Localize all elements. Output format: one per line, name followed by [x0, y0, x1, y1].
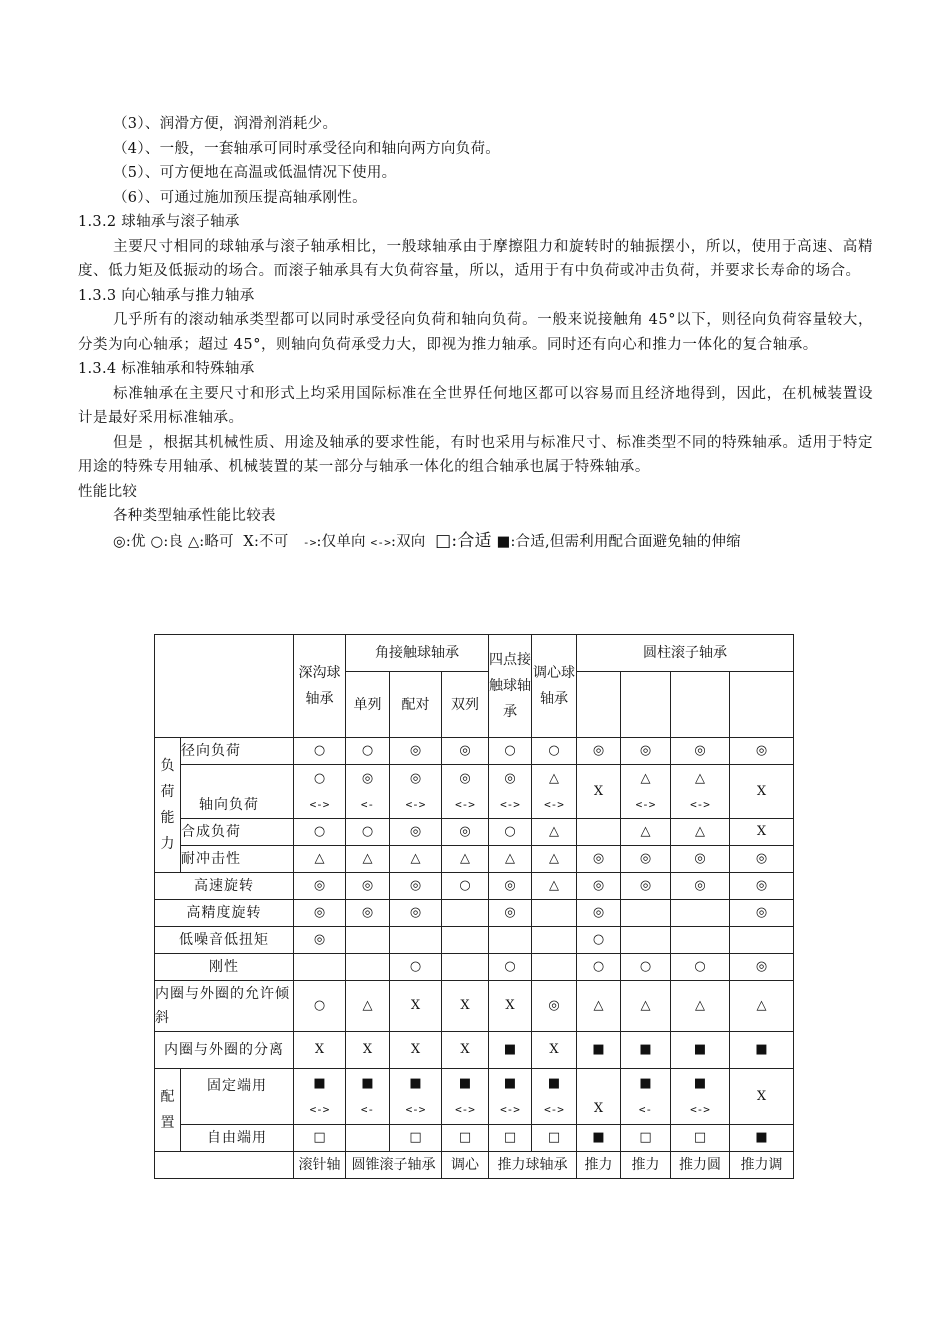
table-cell [390, 1069, 442, 1125]
cell-symbol: ■ [409, 1075, 422, 1091]
table-cell: ◎ [577, 900, 621, 927]
section-heading: 1.3.3 向心轴承与推力轴承 [78, 287, 255, 304]
list-item: （5）、可方便地在高温或低温情况下使用。 [113, 165, 397, 181]
table-cell: △ [671, 981, 730, 1032]
list-item: （3）、润滑方便，润滑剂消耗少。 [113, 116, 338, 132]
table-cell: △ [346, 981, 390, 1032]
table-cell: △ [532, 873, 577, 900]
legend-symbol-suitable: □ [435, 530, 452, 551]
row-label: 低噪音低扭矩 [155, 927, 294, 954]
table-row [155, 927, 794, 954]
table-cell [442, 765, 489, 819]
table-cell: ◎ [390, 819, 442, 846]
table-cell: △ [621, 981, 671, 1032]
cell-symbol: ■ [639, 1075, 652, 1091]
table-cell [346, 1069, 390, 1125]
table-cell [671, 900, 730, 927]
legend [78, 529, 873, 556]
table-cell: ◎ [730, 954, 794, 981]
table-cell [442, 927, 489, 954]
document-page [78, 112, 873, 555]
table-cell: ◎ [577, 738, 621, 765]
footer-thrust-2: 推力 [621, 1152, 671, 1179]
table-cell: ○ [621, 954, 671, 981]
legend-text: :合适,但需利用配合面避免轴的伸缩 [510, 533, 741, 550]
paragraph: 标准轴承在主要尺寸和形式上均采用国际标准在全世界任何地区都可以容易而且经济地得到，因此，在机械装置设计是最好采用标准轴承。 [78, 385, 873, 426]
header-cylindrical-roller: 圆柱滚子轴承 [577, 635, 794, 672]
table-cell: □ [532, 1125, 577, 1152]
table-cell [532, 765, 577, 819]
cell-symbol: ◎ [504, 770, 516, 786]
table-row [155, 1069, 794, 1125]
footer-self-aligning: 调心 [442, 1152, 489, 1179]
table-cell: X [730, 1069, 794, 1125]
cell-symbol: ■ [547, 1075, 561, 1091]
table-cell: ◎ [294, 927, 346, 954]
table-cell [621, 1069, 671, 1125]
table-cell [489, 927, 532, 954]
table-cell: □ [489, 1125, 532, 1152]
table-cell: ■ [621, 1032, 671, 1069]
table-cell [294, 765, 346, 819]
table-cell: X [730, 819, 794, 846]
header-paired: 配对 [390, 672, 442, 738]
table-cell: ◎ [532, 981, 577, 1032]
table-cell: ◎ [577, 846, 621, 873]
direction-indicator: <- [360, 797, 375, 811]
table-cell [489, 765, 532, 819]
footer-thrust-cyl: 推力圆 [671, 1152, 730, 1179]
legend-symbol-excellent: ◎ [113, 533, 126, 550]
direction-indicator: <-> [455, 1102, 475, 1116]
table-cell [346, 1125, 390, 1152]
header-single-row: 单列 [346, 672, 390, 738]
legend-text: :优 [125, 533, 146, 550]
row-label: 高精度旋转 [155, 900, 294, 927]
cell-symbol: ■ [313, 1075, 326, 1091]
footer-thrust-sa: 推力调 [730, 1152, 794, 1179]
row-label: 自由端用 [181, 1125, 294, 1152]
legend-symbol-fair: △ [187, 533, 200, 550]
table-cell: ■ [730, 1032, 794, 1069]
list-item: （6）、可通过施加预压提高轴承刚性。 [113, 189, 367, 206]
table-cell [442, 1069, 489, 1125]
cell-symbol: ■ [503, 1075, 517, 1091]
direction-indicator: <-> [690, 1102, 710, 1116]
table-cell: ○ [390, 954, 442, 981]
table-cell: ◎ [730, 900, 794, 927]
table-cell: X [442, 1032, 489, 1069]
legend-symbol-good: ○ [150, 533, 164, 550]
table-cell [671, 765, 730, 819]
paragraph: 几乎所有的滚动轴承类型都可以同时承受径向负荷和轴向负荷。一般来说接触角 45°以下，则径向负荷容量较大，分类为向心轴承；超过 45°，则轴向负荷承受力大，即视为推力轴承。同时还有向心和推力一体化的复合轴承。 [78, 312, 873, 353]
direction-indicator: <-> [500, 1102, 520, 1116]
table-cell: ○ [489, 954, 532, 981]
table-row [155, 873, 794, 900]
table-cell: ○ [577, 954, 621, 981]
row-label: 轴向负荷 [181, 765, 294, 819]
table-cell [442, 954, 489, 981]
legend-symbol-no: X [243, 533, 254, 550]
table-cell [489, 1069, 532, 1125]
table-cell: △ [532, 819, 577, 846]
table-cell: ■ [577, 1125, 621, 1152]
table-cell: △ [390, 846, 442, 873]
table-cell [621, 900, 671, 927]
table-cell: ◎ [294, 900, 346, 927]
bearing-comparison-table [154, 634, 794, 1179]
direction-indicator: <-> [544, 1102, 564, 1116]
footer-tapered: 圆锥滚子轴承 [346, 1152, 442, 1179]
section-heading: 1.3.2 球轴承与滚子轴承 [78, 214, 240, 230]
table-cell: ◎ [390, 900, 442, 927]
table-cell: ◎ [346, 900, 390, 927]
row-label: 径向负荷 [181, 738, 294, 765]
direction-indicator: <-> [500, 797, 520, 811]
table-cell: ○ [489, 819, 532, 846]
group-label-text: 配置 [160, 1089, 175, 1131]
direction-indicator: <-> [405, 1102, 426, 1116]
table-cell: X [577, 765, 621, 819]
cell-symbol: △ [640, 770, 651, 786]
table-cell: ◎ [390, 873, 442, 900]
table-row [155, 819, 794, 846]
table-cell [294, 954, 346, 981]
table-cell: ◎ [730, 738, 794, 765]
table-cell [671, 1069, 730, 1125]
direction-indicator: <-> [455, 797, 475, 811]
table-cell: ◎ [621, 846, 671, 873]
table-cell: ○ [294, 819, 346, 846]
cell-symbol: ■ [693, 1075, 707, 1091]
cell-symbol: △ [549, 770, 559, 786]
table-row [155, 738, 794, 765]
table-cell: ○ [489, 738, 532, 765]
table-cell: X [577, 1069, 621, 1125]
paragraph: 主要尺寸相同的球轴承与滚子轴承相比，一般球轴承由于摩擦阻力和旋转时的轴振摆小，所以，使用于高速、高精度、低力矩及低振动的场合。而滚子轴承具有大负荷容量，所以，适用于有中负荷或冲击负荷，并要求长寿命的场合。 [78, 238, 873, 279]
legend-symbol-two-way: <-> [370, 535, 392, 549]
table-cell: ◎ [577, 873, 621, 900]
table-cell: △ [489, 846, 532, 873]
table-cell: △ [532, 846, 577, 873]
header-double-row: 双列 [442, 672, 489, 738]
footer-thrust-ball: 推力球轴承 [489, 1152, 577, 1179]
table-cell: X [442, 981, 489, 1032]
legend-text: :合适 [451, 530, 492, 551]
table-cell: X [390, 1032, 442, 1069]
section-heading: 性能比较 [78, 483, 138, 500]
table-cell [532, 954, 577, 981]
table-cell: □ [390, 1125, 442, 1152]
table-cell: ○ [532, 738, 577, 765]
legend-text: :略可 [199, 533, 234, 550]
table-row [155, 954, 794, 981]
table-cell: △ [671, 819, 730, 846]
header-four-point: 四点接触球轴承 [489, 635, 532, 738]
footer-thrust-1: 推力 [577, 1152, 621, 1179]
direction-indicator: <-> [635, 797, 656, 811]
header-angular-contact: 角接触球轴承 [346, 635, 489, 672]
table-cell: ◎ [671, 738, 730, 765]
table-cell: ◎ [489, 900, 532, 927]
cell-symbol: △ [695, 770, 705, 786]
header-corner [155, 635, 294, 738]
table-cell: X [730, 765, 794, 819]
row-label: 固定端用 [181, 1069, 294, 1125]
table-cell: ○ [442, 873, 489, 900]
table-cell: ■ [671, 1032, 730, 1069]
header-cyl-4 [730, 672, 794, 738]
table-cell: X [489, 981, 532, 1032]
header-deep-groove: 深沟球轴承 [294, 635, 346, 738]
table-cell: X [390, 981, 442, 1032]
table-cell [532, 900, 577, 927]
table-cell: ○ [294, 981, 346, 1032]
table-cell [577, 819, 621, 846]
header-self-aligning: 调心球轴承 [532, 635, 577, 738]
table-cell: △ [730, 981, 794, 1032]
table-cell: ◎ [621, 738, 671, 765]
table-cell: △ [442, 846, 489, 873]
table-cell: ○ [577, 927, 621, 954]
table-title: 各种类型轴承性能比较表 [113, 508, 276, 524]
footer-corner [155, 1152, 294, 1179]
table-cell: ■ [489, 1032, 532, 1069]
legend-text: :不可 [253, 533, 289, 550]
table-cell: ■ [730, 1125, 794, 1152]
row-label: 耐冲击性 [181, 846, 294, 873]
table-cell: X [346, 1032, 390, 1069]
row-label: 高速旋转 [155, 873, 294, 900]
group-label-load-capacity [155, 738, 181, 873]
table-cell [442, 900, 489, 927]
legend-text: :仅单向 [316, 533, 366, 550]
row-label: 内圈与外圈的允许倾斜 [155, 981, 294, 1032]
cell-symbol: ■ [458, 1075, 472, 1091]
direction-indicator: <-> [405, 797, 426, 811]
table-cell: ■ [577, 1032, 621, 1069]
table-cell: ○ [346, 819, 390, 846]
cell-symbol: ◎ [361, 770, 374, 786]
table-cell: ○ [671, 954, 730, 981]
table-cell [532, 1069, 577, 1125]
table-cell: ◎ [442, 738, 489, 765]
direction-indicator: <- [360, 1102, 375, 1116]
table-cell: ◎ [671, 873, 730, 900]
table-row [155, 846, 794, 873]
direction-indicator: <- [638, 1102, 653, 1116]
table-cell: X [294, 1032, 346, 1069]
direction-indicator: <-> [309, 1102, 330, 1116]
table-cell [390, 927, 442, 954]
table-cell [294, 1069, 346, 1125]
legend-symbol-suitable-with-fit: ■ [496, 533, 511, 550]
table-cell: ◎ [730, 846, 794, 873]
table-cell: ○ [346, 738, 390, 765]
table-cell: △ [621, 819, 671, 846]
legend-symbol-one-way: -> [302, 535, 317, 549]
table-cell [532, 927, 577, 954]
paragraph: 但是 ，根据其机械性质、用途及轴承的要求性能，有时也采用与标准尺寸、标准类型不同的特殊轴承。适用于特定用途的特殊专用轴承、机械装置的某一部分与轴承一体化的组合轴承也属于特殊轴承。 [78, 434, 873, 475]
cell-symbol: ◎ [409, 770, 422, 786]
cell-symbol: ■ [361, 1075, 374, 1091]
table-cell [346, 927, 390, 954]
list-item: （4）、一般，一套轴承可同时承受径向和轴向两方向负荷。 [113, 140, 501, 157]
table-cell: □ [294, 1125, 346, 1152]
table-cell: ◎ [489, 873, 532, 900]
table-cell: ◎ [442, 819, 489, 846]
table-cell: ◎ [621, 873, 671, 900]
section-heading: 1.3.4 标准轴承和特殊轴承 [78, 361, 255, 377]
table-cell [346, 954, 390, 981]
table-cell: △ [577, 981, 621, 1032]
table-cell: ◎ [346, 873, 390, 900]
table-row [155, 1032, 794, 1069]
table-cell [671, 927, 730, 954]
table-cell [621, 927, 671, 954]
table-cell: △ [294, 846, 346, 873]
table-cell: ◎ [730, 873, 794, 900]
table-cell [621, 765, 671, 819]
table-cell [346, 765, 390, 819]
table-row [155, 900, 794, 927]
header-cyl-2 [621, 672, 671, 738]
table-cell: □ [442, 1125, 489, 1152]
cell-symbol: ○ [313, 770, 326, 786]
table-cell: □ [671, 1125, 730, 1152]
footer-needle: 滚针轴 [294, 1152, 346, 1179]
table-row [155, 1125, 794, 1152]
row-label: 合成负荷 [181, 819, 294, 846]
header-cyl-3 [671, 672, 730, 738]
table-cell: □ [621, 1125, 671, 1152]
row-label: 刚性 [155, 954, 294, 981]
group-label-config [155, 1069, 181, 1152]
cell-symbol: ◎ [459, 770, 471, 786]
legend-text: :良 [163, 533, 184, 550]
table-cell: ◎ [294, 873, 346, 900]
table-row [155, 765, 794, 819]
table-cell: ○ [294, 738, 346, 765]
header-cyl-1 [577, 672, 621, 738]
direction-indicator: <-> [309, 797, 330, 811]
table-cell: △ [346, 846, 390, 873]
table-cell: ◎ [390, 738, 442, 765]
table-footer-row [155, 1152, 794, 1179]
table-cell: X [532, 1032, 577, 1069]
direction-indicator: <-> [544, 797, 564, 811]
table-cell [390, 765, 442, 819]
table-cell: ◎ [671, 846, 730, 873]
table-cell [730, 927, 794, 954]
table-row [155, 981, 794, 1032]
group-label-text: 负荷能力 [160, 758, 175, 852]
direction-indicator: <-> [690, 797, 710, 811]
row-label: 内圈与外圈的分离 [155, 1032, 294, 1069]
legend-text: :双向 [391, 533, 426, 550]
